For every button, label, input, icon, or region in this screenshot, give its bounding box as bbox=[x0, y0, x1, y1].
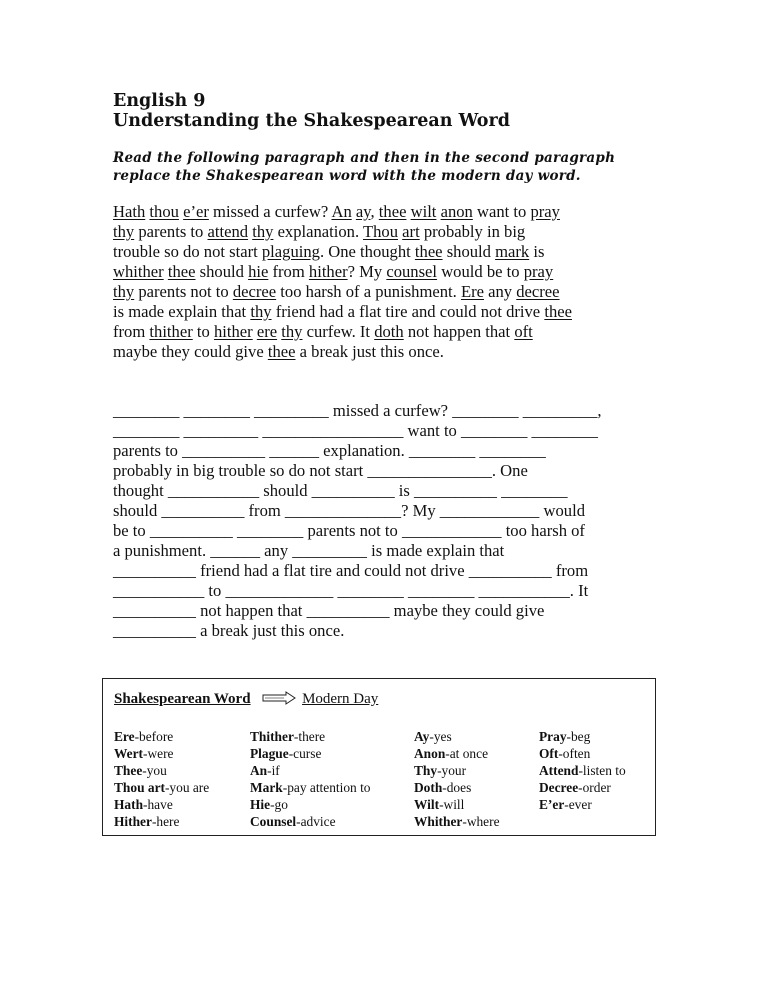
vocab-entry bbox=[539, 762, 626, 779]
shakespearean-word: thee bbox=[414, 242, 443, 261]
text-segment: any bbox=[483, 282, 517, 301]
shakespearean-word: thither bbox=[149, 322, 193, 341]
vocabulary-header bbox=[114, 691, 378, 708]
paragraph-line bbox=[113, 262, 653, 282]
vocab-entry bbox=[114, 762, 209, 779]
vocab-meaning: -you bbox=[142, 763, 167, 778]
modern-day-heading: Modern Day bbox=[302, 691, 379, 707]
shakespearean-word: thee bbox=[167, 262, 196, 281]
text-segment: is made explain that bbox=[113, 302, 251, 321]
fill-in-line: parents to __________ ______ explanation. ________ ________ bbox=[113, 441, 546, 460]
vocab-entry bbox=[414, 728, 500, 745]
vocab-meaning: -were bbox=[143, 746, 174, 761]
shakespearean-word: whither bbox=[113, 262, 164, 281]
shakespearean-word: thee bbox=[544, 302, 572, 321]
shakespearean-word: hither bbox=[308, 262, 348, 281]
paragraph-line bbox=[113, 202, 653, 222]
shakespearean-word: mark bbox=[495, 242, 530, 261]
text-segment: parents not to bbox=[134, 282, 233, 301]
shakespearean-word: thee bbox=[378, 202, 407, 221]
fill-in-line: a punishment. ______ any _________ is made explain that bbox=[113, 541, 505, 560]
vocab-word: Oft bbox=[539, 746, 559, 761]
shakespearean-word: thou bbox=[149, 202, 179, 221]
paragraph-line bbox=[113, 342, 653, 362]
vocab-entry bbox=[114, 728, 209, 745]
worksheet-title: Understanding the Shakespearean Word bbox=[113, 111, 510, 131]
paragraph-line bbox=[113, 302, 653, 322]
text-segment: would be to bbox=[437, 262, 524, 281]
fill-in-line: __________ not happen that __________ maybe they could give bbox=[113, 601, 545, 620]
text-segment: should bbox=[442, 242, 496, 261]
vocab-entry bbox=[539, 728, 626, 745]
shakespearean-word: Ere bbox=[460, 282, 484, 301]
vocab-meaning: -order bbox=[578, 780, 611, 795]
fill-in-line: thought ___________ should __________ is __________ ________ bbox=[113, 481, 568, 500]
shakespearean-word: thy bbox=[250, 302, 272, 321]
shakespearean-word: e’er bbox=[183, 202, 209, 221]
shakespearean-word: Hath bbox=[113, 202, 146, 221]
fill-in-line: ___________ to _____________ ________ ________ ___________. It bbox=[113, 581, 589, 600]
vocab-entry bbox=[414, 762, 500, 779]
vocab-entry bbox=[114, 779, 209, 796]
vocab-meaning: -beg bbox=[566, 729, 591, 744]
vocab-word: Thee bbox=[114, 763, 143, 778]
vocab-meaning: -yes bbox=[429, 729, 452, 744]
shakespearean-word: An bbox=[331, 202, 352, 221]
vocab-word: Thou art bbox=[114, 780, 165, 795]
vocab-word: Hither bbox=[114, 814, 152, 829]
vocab-meaning: -ever bbox=[564, 797, 592, 812]
text-segment: probably in big bbox=[419, 222, 526, 241]
shakespearean-word: ere bbox=[256, 322, 278, 341]
text-segment: explanation. bbox=[273, 222, 363, 241]
vocab-column-3 bbox=[414, 728, 500, 830]
text-segment: is bbox=[529, 242, 545, 261]
fill-in-line: probably in big trouble so do not start _______________. One bbox=[113, 461, 528, 480]
vocab-word: E’er bbox=[539, 797, 565, 812]
vocabulary-box bbox=[102, 678, 656, 836]
vocab-meaning: -where bbox=[462, 814, 500, 829]
vocab-meaning: -have bbox=[143, 797, 173, 812]
vocab-entry bbox=[250, 762, 371, 779]
shakespearean-word: pray bbox=[523, 262, 554, 281]
text-segment: friend had a flat tire and could not drive bbox=[271, 302, 545, 321]
shakespearean-word: anon bbox=[440, 202, 473, 221]
shakespearean-word: wilt bbox=[410, 202, 437, 221]
shakespearean-word: art bbox=[402, 222, 420, 241]
vocab-entry bbox=[414, 813, 500, 830]
vocab-meaning: -your bbox=[437, 763, 467, 778]
text-segment: . One thought bbox=[319, 242, 415, 261]
text-segment: , bbox=[370, 202, 379, 221]
vocab-meaning: -go bbox=[270, 797, 288, 812]
vocab-word: Ere bbox=[114, 729, 135, 744]
vocab-word: Thy bbox=[414, 763, 438, 778]
vocab-meaning: -listen to bbox=[578, 763, 626, 778]
text-segment: maybe they could give bbox=[113, 342, 268, 361]
shakespearean-word: hie bbox=[248, 262, 269, 281]
vocab-entry bbox=[539, 745, 626, 762]
vocab-entry bbox=[414, 796, 500, 813]
vocab-word: Wilt bbox=[414, 797, 440, 812]
fill-in-line: should __________ from ______________? My ____________ would bbox=[113, 501, 585, 520]
vocab-entry bbox=[414, 745, 500, 762]
fill-in-line: __________ friend had a flat tire and could not drive __________ from bbox=[113, 561, 589, 580]
text-segment: should bbox=[195, 262, 249, 281]
shakespearean-word: oft bbox=[514, 322, 533, 341]
fill-in-line: ________ _________ _________________ want to ________ ________ bbox=[113, 421, 598, 440]
shakespearean-word: decree bbox=[232, 282, 277, 301]
shakespearean-word: counsel bbox=[386, 262, 438, 281]
text-segment: from bbox=[268, 262, 309, 281]
paragraph-line bbox=[113, 322, 653, 342]
shakespearean-word: thy bbox=[281, 322, 303, 341]
fill-in-line: ________ ________ _________ missed a curfew? ________ _________, bbox=[113, 401, 602, 420]
fill-in-line: __________ a break just this once. bbox=[113, 621, 345, 640]
shakespearean-paragraph bbox=[113, 202, 653, 362]
paragraph-line bbox=[113, 222, 653, 242]
vocab-entry bbox=[250, 728, 371, 745]
vocab-word: An bbox=[250, 763, 268, 778]
vocab-word: Hie bbox=[250, 797, 271, 812]
fill-in-line: be to __________ ________ parents not to ____________ too harsh of bbox=[113, 521, 585, 540]
text-segment: missed a curfew? bbox=[208, 202, 332, 221]
vocab-meaning: -if bbox=[267, 763, 280, 778]
vocab-word: Anon bbox=[414, 746, 446, 761]
vocab-entry bbox=[250, 813, 371, 830]
instructions: Read the following paragraph and then in the second paragraph replace the Shakespearean word with the modern day word. bbox=[113, 150, 616, 184]
vocab-word: Wert bbox=[114, 746, 143, 761]
vocab-meaning: -pay attention to bbox=[282, 780, 371, 795]
shakespearean-word: ay bbox=[355, 202, 371, 221]
vocab-column-1 bbox=[114, 728, 209, 830]
vocab-meaning: -curse bbox=[288, 746, 322, 761]
vocab-entry bbox=[114, 813, 209, 830]
text-segment: ? My bbox=[347, 262, 387, 281]
vocab-word: Counsel bbox=[250, 814, 297, 829]
vocab-column-2 bbox=[250, 728, 371, 830]
vocab-entry bbox=[114, 745, 209, 762]
vocab-word: Plague bbox=[250, 746, 289, 761]
vocab-meaning: -at once bbox=[445, 746, 489, 761]
vocab-word: Attend bbox=[539, 763, 579, 778]
vocab-word: Hath bbox=[114, 797, 144, 812]
vocab-word: Ay bbox=[414, 729, 430, 744]
vocab-meaning: -often bbox=[558, 746, 591, 761]
text-segment: want to bbox=[472, 202, 531, 221]
shakespearean-word: hither bbox=[213, 322, 253, 341]
arrow-right-icon bbox=[262, 691, 296, 705]
vocab-meaning: -advice bbox=[296, 814, 336, 829]
vocab-word: Thither bbox=[250, 729, 294, 744]
vocab-entry bbox=[414, 779, 500, 796]
shakespearean-word: Thou bbox=[362, 222, 399, 241]
vocab-meaning: -does bbox=[442, 780, 472, 795]
vocab-entry bbox=[250, 796, 371, 813]
shakespearean-word: doth bbox=[374, 322, 404, 341]
vocab-meaning: -here bbox=[151, 814, 180, 829]
shakespearean-word: decree bbox=[516, 282, 560, 301]
vocab-entry bbox=[250, 779, 371, 796]
vocab-entry bbox=[250, 745, 371, 762]
paragraph-line bbox=[113, 282, 653, 302]
shakespearean-word: thy bbox=[252, 222, 274, 241]
text-segment: a break just this once. bbox=[295, 342, 444, 361]
text-segment: to bbox=[192, 322, 214, 341]
vocab-meaning: -will bbox=[439, 797, 465, 812]
shakespearean-word: thee bbox=[267, 342, 296, 361]
shakespearean-word: thy bbox=[113, 282, 135, 301]
shakespearean-word: thy bbox=[113, 222, 135, 241]
shakespearean-word: pray bbox=[530, 202, 560, 221]
vocab-column-4 bbox=[539, 728, 626, 813]
text-segment: trouble so do not start bbox=[113, 242, 262, 261]
paragraph-line bbox=[113, 242, 653, 262]
vocab-word: Decree bbox=[539, 780, 579, 795]
vocab-entry bbox=[539, 779, 626, 796]
course-title: English 9 bbox=[113, 91, 206, 111]
vocab-word: Whither bbox=[414, 814, 463, 829]
vocab-meaning: -you are bbox=[164, 780, 210, 795]
vocab-word: Pray bbox=[539, 729, 567, 744]
shakespearean-word: plaguing bbox=[261, 242, 320, 261]
text-segment: too harsh of a punishment. bbox=[276, 282, 461, 301]
vocab-meaning: -there bbox=[293, 729, 326, 744]
vocab-entry bbox=[539, 796, 626, 813]
vocab-word: Doth bbox=[414, 780, 443, 795]
shakespearean-word-heading: Shakespearean Word bbox=[114, 691, 251, 707]
text-segment: from bbox=[113, 322, 150, 341]
vocab-entry bbox=[114, 796, 209, 813]
text-segment: parents to bbox=[134, 222, 208, 241]
shakespearean-word: attend bbox=[207, 222, 249, 241]
vocab-meaning: -before bbox=[134, 729, 174, 744]
text-segment: not happen that bbox=[403, 322, 515, 341]
text-segment: curfew. It bbox=[302, 322, 375, 341]
fill-in-paragraph bbox=[113, 401, 653, 641]
vocab-word: Mark bbox=[250, 780, 283, 795]
